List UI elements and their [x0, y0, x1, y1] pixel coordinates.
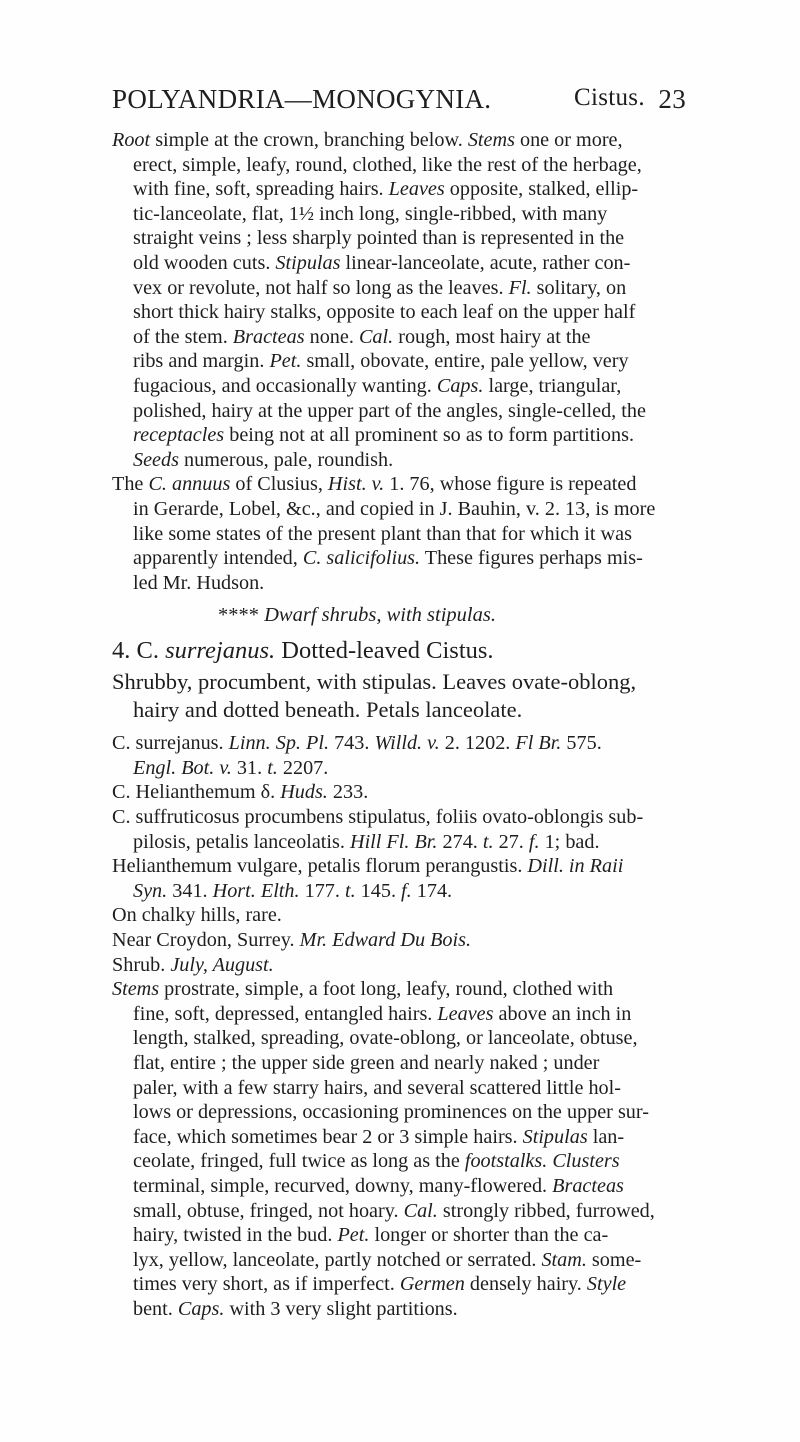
text-line: bent. Caps. with 3 very slight partitions. [133, 1297, 458, 1320]
text-line: terminal, simple, recurved, downy, many-flowered. Bracteas [133, 1174, 624, 1197]
synonym-line: C. suffruticosus procumbens stipulatus, foliis ovato-oblongis sub- [112, 806, 644, 829]
synonym-line: Syn. 341. Hort. Elth. 177. t. 145. f. 174. [133, 879, 453, 902]
text-line: Root simple at the crown, branching below. Stems one or more, [112, 129, 623, 151]
text-line: paler, with a few starry hairs, and several scattered little hol- [133, 1076, 621, 1099]
running-title: POLYANDRIA—MONOGYNIA. [112, 84, 492, 114]
species-diagnosis: Shrubby, procumbent, with stipulas. Leaves ovate-oblong, [112, 669, 637, 695]
habitat-line: Shrub. July, August. [112, 953, 274, 976]
text-line: fine, soft, depressed, entangled hairs. Leaves above an inch in [133, 1002, 632, 1025]
text-line: like some states of the present plant than that for which it was [133, 522, 632, 545]
text-line: lyx, yellow, lanceolate, partly notched or serrated. Stam. some- [133, 1248, 642, 1271]
text-line: short thick hairy stalks, opposite to each leaf on the upper half [133, 301, 636, 324]
habitat-line: Near Croydon, Surrey. Mr. Edward Du Bois. [112, 929, 472, 952]
text-line: tic-lanceolate, flat, 1½ inch long, single-ribbed, with many [133, 202, 608, 225]
text-line: Seeds numerous, pale, roundish. [133, 448, 394, 471]
page-number: 23 [658, 84, 686, 114]
text-line: hairy, twisted in the bud. Pet. longer or shorter than the ca- [133, 1224, 609, 1247]
text-line: polished, hairy at the upper part of the angles, single-celled, the [133, 399, 646, 422]
habitat-line: On chalky hills, rare. [112, 904, 282, 927]
text-line: with fine, soft, spreading hairs. Leaves opposite, stalked, ellip- [133, 178, 639, 201]
text-line: receptacles being not at all prominent so as to form partitions. [133, 424, 635, 447]
text-line: fugacious, and occasionally wanting. Caps. large, triangular, [133, 374, 622, 397]
text-line: ceolate, fringed, full twice as long as the footstalks. Clusters [133, 1150, 620, 1173]
text-line: length, stalked, spreading, ovate-oblong, or lanceolate, obtuse, [133, 1027, 638, 1050]
text-line: led Mr. Hudson. [133, 571, 265, 594]
synonym-line: C. Helianthemum δ. Huds. 233. [112, 781, 369, 804]
text-line: of the stem. Bracteas none. Cal. rough, most hairy at the [133, 325, 591, 348]
text-line: The C. annuus of Clusius, Hist. v. 1. 76, whose figure is repeated [112, 473, 637, 496]
genus-heading: Cistus. [574, 84, 645, 111]
text-line: erect, simple, leafy, round, clothed, like the rest of the herbage, [133, 153, 642, 176]
text-line: in Gerarde, Lobel, &c., and copied in J. Bauhin, v. 2. 13, is more [133, 497, 656, 520]
synonym-line: pilosis, petalis lanceolatis. Hill Fl. Br. 274. t. 27. f. 1; bad. [133, 830, 600, 853]
text-line: lows or depressions, occasioning prominences on the upper sur- [133, 1101, 649, 1124]
text-line: apparently intended, C. salicifolius. These figures perhaps mis- [133, 547, 643, 570]
synonym-line: C. surrejanus. Linn. Sp. Pl. 743. Willd. v. 2. 1202. Fl Br. 575. [112, 732, 602, 755]
body-text [112, 128, 690, 1322]
text-line: face, which sometimes bear 2 or 3 simple hairs. Stipulas lan- [133, 1125, 625, 1148]
text-line: ribs and margin. Pet. small, obovate, entire, pale yellow, very [133, 350, 629, 373]
text-line: straight veins ; less sharply pointed than is represented in the [133, 227, 625, 250]
section-heading: **** Dwarf shrubs, with stipulas. [218, 604, 496, 627]
text-line: vex or revolute, not half so long as the leaves. Fl. solitary, on [133, 276, 627, 299]
text-line: flat, entire ; the upper side green and nearly naked ; under [133, 1052, 600, 1074]
text-line: times very short, as if imperfect. Germen densely hairy. Style [133, 1273, 627, 1296]
synonym-line: Helianthemum vulgare, petalis florum perangustis. Dill. in Raii [112, 855, 624, 878]
synonym-line: Engl. Bot. v. 31. t. 2207. [133, 756, 329, 779]
text-line: Stems prostrate, simple, a foot long, leafy, round, clothed with [112, 978, 614, 1001]
page-header [112, 84, 686, 124]
species-diagnosis: hairy and dotted beneath. Petals lanceolate. [133, 697, 523, 723]
text-line: old wooden cuts. Stipulas linear-lanceolate, acute, rather con- [133, 251, 631, 274]
species-heading: 4. C. surrejanus. Dotted-leaved Cistus. [112, 637, 494, 665]
text-line: small, obtuse, fringed, not hoary. Cal. strongly ribbed, furrowed, [133, 1199, 655, 1222]
